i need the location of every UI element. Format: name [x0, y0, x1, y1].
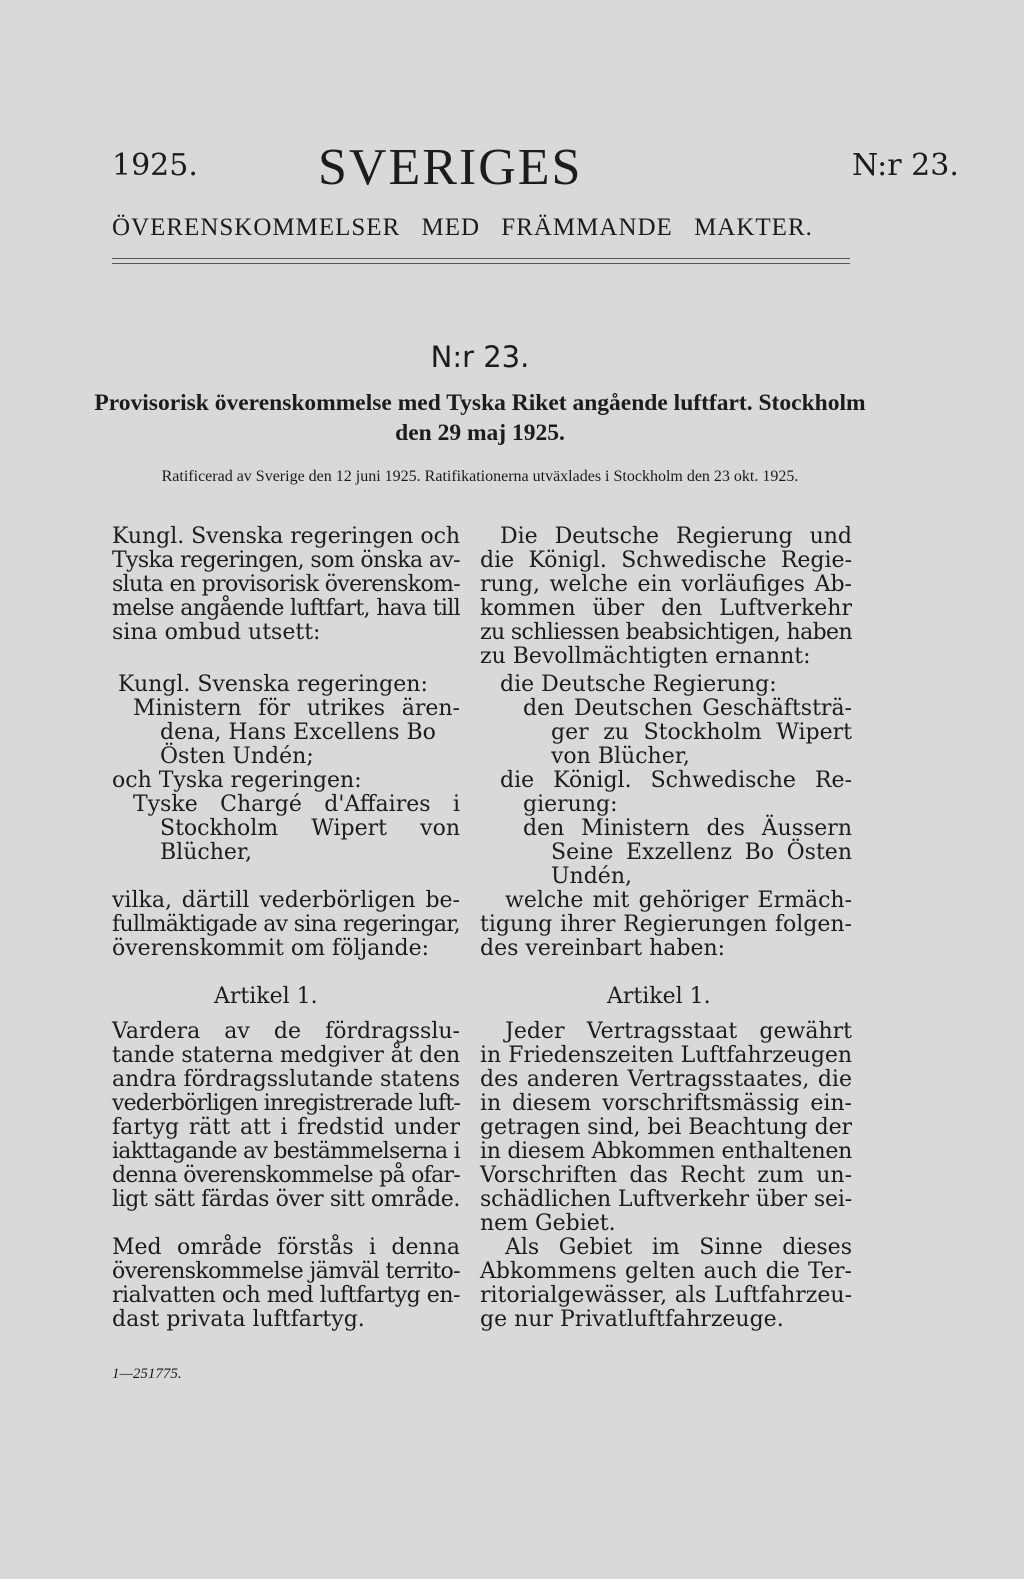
swedish-text-line: överenskommelse jämväl territo- [112, 1259, 460, 1284]
swedish-text-line: Med område förstås i denna [112, 1235, 460, 1260]
german-text-line: ge nur Privatluftfahrzeuge. [480, 1307, 784, 1332]
swedish-text-line: överenskommit om följande: [112, 936, 430, 961]
swedish-text-line: Tyska regeringen, som önska av- [112, 548, 460, 573]
document-number: N:r 23. [430, 340, 530, 374]
swedish-text-line: Kungl. Svenska regeringen: [118, 672, 428, 697]
german-text-line: tigung ihrer Regierungen folgen- [480, 912, 852, 937]
german-text-line: Abkommens gelten auch die Ter- [480, 1259, 852, 1284]
german-text-line: die Königl. Schwedische Regie- [480, 548, 852, 573]
swedish-text-line: fartyg rätt att i fredstid under [112, 1115, 460, 1140]
german-text-line: Artikel 1. [607, 984, 711, 1009]
series-title: ÖVERENSKOMMELSER MED FRÄMMANDE MAKTER. [112, 214, 813, 241]
swedish-text-line: melse angående luftfart, hava till [112, 596, 460, 621]
swedish-text-line: denna överenskommelse på ofar- [112, 1163, 460, 1188]
swedish-text-line: vederbörligen inregistrerade luft- [112, 1091, 460, 1116]
german-text-line: zu schliessen beabsichtigen, haben [480, 620, 852, 645]
german-text-line: Jeder Vertragsstaat gewährt [505, 1019, 852, 1044]
header-year: 1925. [112, 148, 198, 183]
german-text-line: Seine Exzellenz Bo Östen [551, 840, 852, 865]
german-text-line: gierung: [523, 792, 618, 817]
swedish-text-line: Vardera av de fördragsslu- [112, 1019, 460, 1044]
swedish-text-line: andra fördragsslutande statens [112, 1067, 460, 1092]
swedish-text-line: vilka, därtill vederbörligen be- [112, 888, 460, 913]
document-heading: Provisorisk överenskommelse med Tyska Riket angående luftfart. Stockholm den 29 maj 1925. [94, 390, 866, 446]
german-text-line: zu Bevollmächtigten ernannt: [480, 644, 811, 669]
swedish-text-line: iakttagande av bestämmelserna i [112, 1139, 460, 1164]
swedish-text-line: sluta en provisorisk överenskom- [112, 572, 460, 597]
swedish-text-line: Tyske Chargé d'Affaires i [133, 792, 460, 817]
german-text-line: in Friedenszeiten Luftfahrzeugen [480, 1043, 852, 1068]
ratification-note: Ratificerad av Sverige den 12 juni 1925. Ratifikationerna utväxlades i Stockholm den 23 okt. 1925. [161, 468, 799, 485]
swedish-text-line: Östen Undén; [160, 744, 314, 769]
german-text-line: schädlichen Luftverkehr über sei- [480, 1187, 852, 1212]
swedish-text-line: Stockholm Wipert von [160, 816, 460, 841]
german-text-line: des anderen Vertragsstaates, die [480, 1067, 852, 1092]
swedish-text-line: tande staterna medgiver åt den [112, 1043, 460, 1068]
swedish-text-line: sina ombud utsett: [112, 620, 321, 645]
swedish-text-line: Ministern för utrikes ären- [133, 696, 460, 721]
german-text-line: Undén, [551, 864, 632, 889]
publication-title: SVERIGES [318, 139, 583, 196]
german-text-line: in diesem Abkommen enthaltenen [480, 1139, 852, 1164]
german-text-line: Die Deutsche Regierung und [500, 524, 852, 549]
swedish-text-line: och Tyska regeringen: [112, 768, 362, 793]
german-text-line: getragen sind, bei Beachtung der [480, 1115, 852, 1140]
swedish-text-line: rialvatten och med luftfartyg en- [112, 1283, 460, 1308]
german-text-line: rung, welche ein vorläufiges Ab- [480, 572, 852, 597]
swedish-text-line: fullmäktigade av sina regeringar, [112, 912, 460, 937]
swedish-text-line: Artikel 1. [214, 984, 318, 1009]
swedish-text-line: Kungl. Svenska regeringen och [112, 524, 460, 549]
print-reference: 1—251775. [112, 1366, 182, 1382]
german-text-line: den Deutschen Geschäftsträ- [523, 696, 852, 721]
german-text-line: die Deutsche Regierung: [500, 672, 777, 697]
german-text-line: welche mit gehöriger Ermäch- [505, 888, 852, 913]
german-text-line: in diesem vorschriftsmässig ein- [480, 1091, 852, 1116]
german-text-line: ger zu Stockholm Wipert [551, 720, 852, 745]
header-rule [112, 263, 850, 264]
german-text-line: ritorialgewässer, als Luftfahrzeu- [480, 1283, 852, 1308]
swedish-text-line: dast privata luftfartyg. [112, 1307, 365, 1332]
german-text-line: nem Gebiet. [480, 1211, 616, 1236]
swedish-text-line: ligt sätt färdas över sitt område. [112, 1187, 460, 1212]
german-text-line: den Ministern des Äussern [523, 816, 852, 841]
header-issue-number: N:r 23. [852, 148, 959, 183]
swedish-text-line: Blücher, [160, 840, 252, 865]
swedish-text-line: dena, Hans Excellens Bo [160, 720, 436, 745]
german-text-line: kommen über den Luftverkehr [480, 596, 852, 621]
german-text-line: die Königl. Schwedische Re- [500, 768, 852, 793]
german-text-line: Vorschriften das Recht zum un- [480, 1163, 852, 1188]
german-text-line: des vereinbart haben: [480, 936, 726, 961]
header-rule [112, 258, 850, 259]
german-text-line: von Blücher, [551, 744, 690, 769]
german-text-line: Als Gebiet im Sinne dieses [505, 1235, 852, 1260]
